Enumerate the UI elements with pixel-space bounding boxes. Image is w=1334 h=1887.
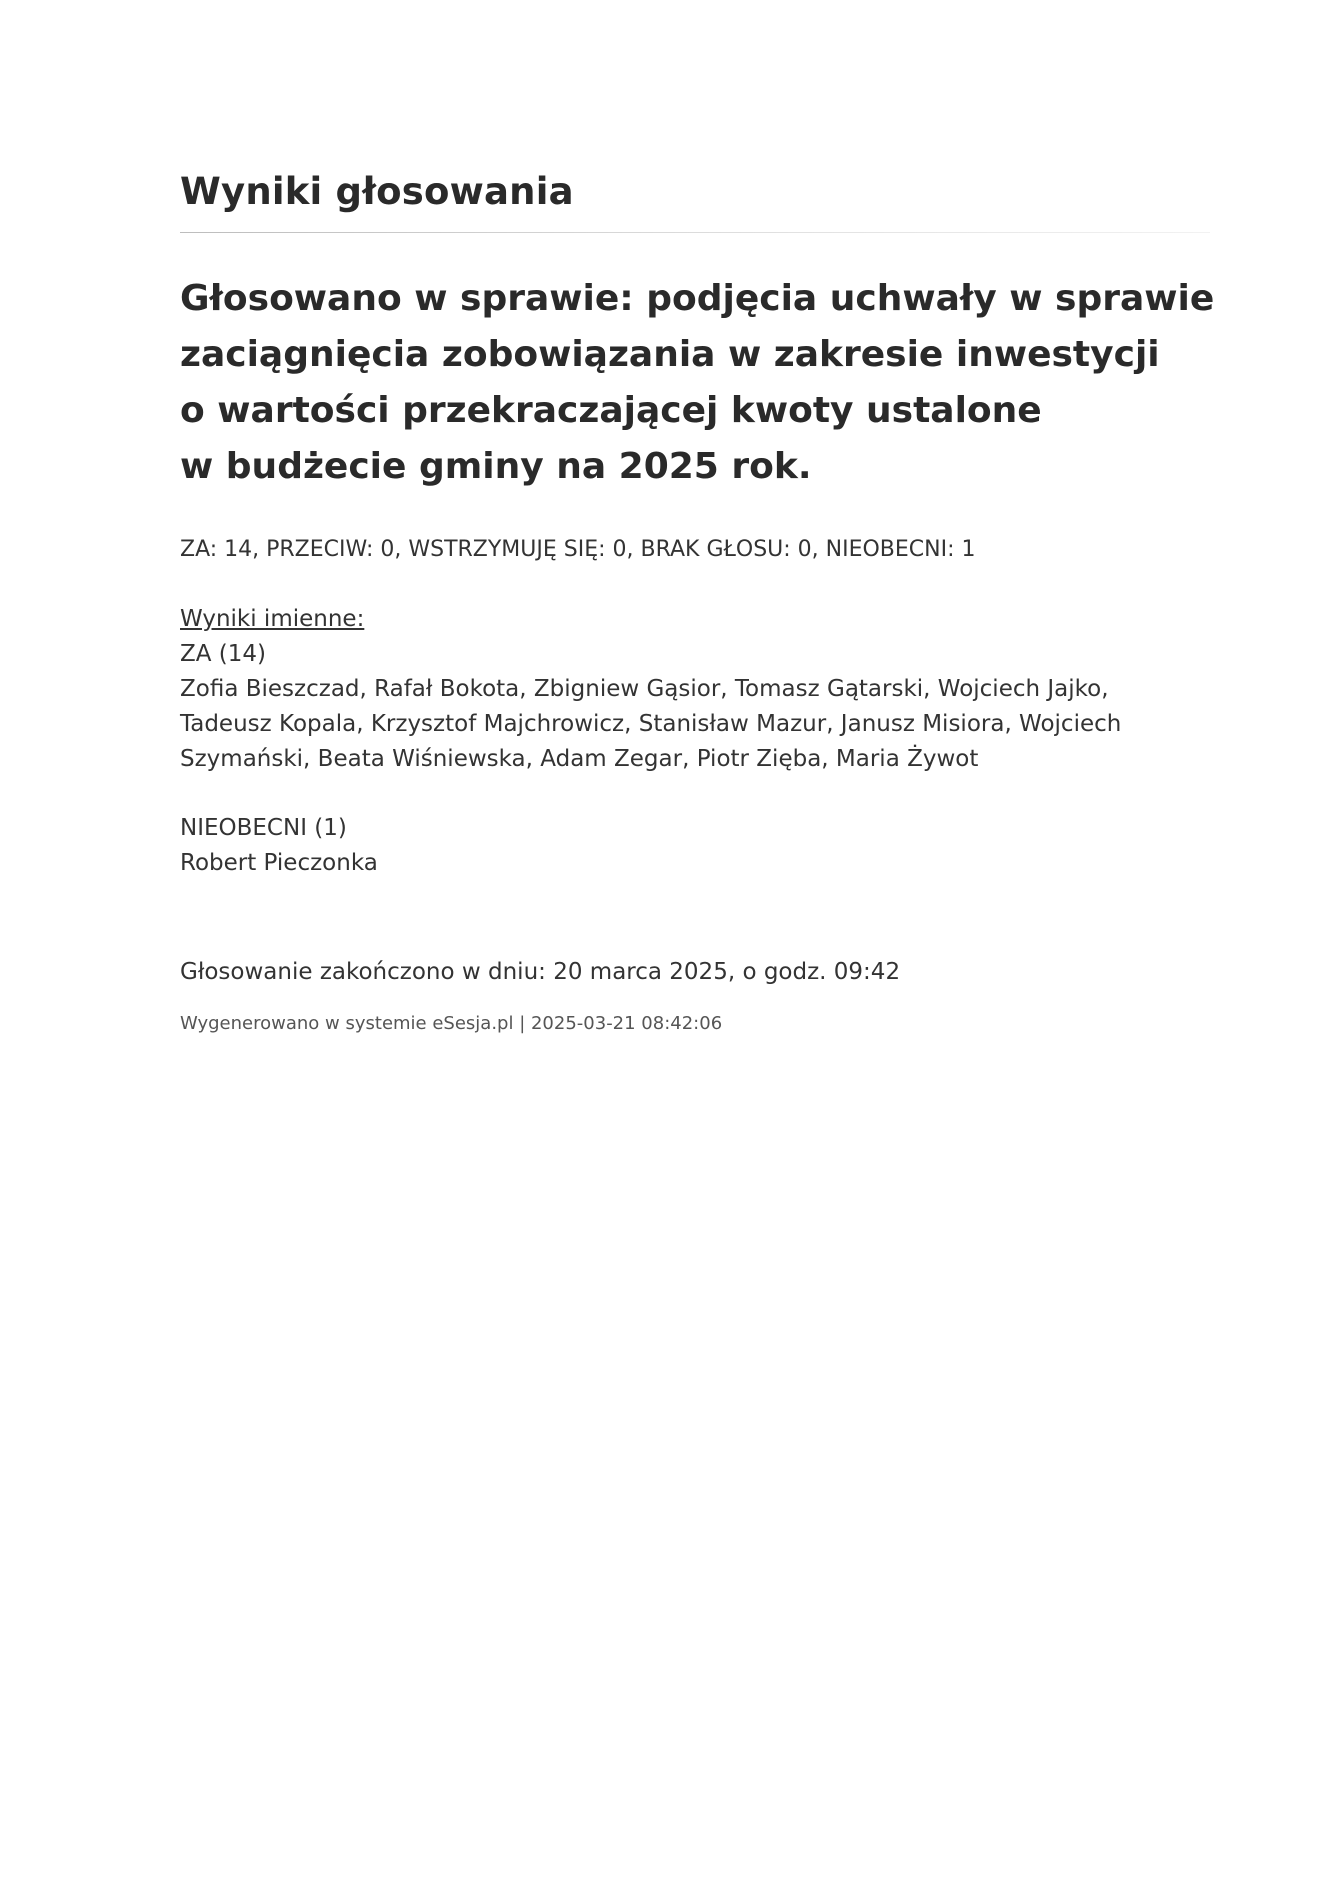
vote-group-absent: [180, 811, 1210, 881]
vote-subject: [180, 271, 1215, 495]
group-names: Zofia Bieszczad, Rafał Bokota, Zbigniew Gąsior, Tomasz Gątarski, Wojciech Jajko, Tadeusz Kopala, Krzysztof Majchrowicz, Stanisław Mazur, Janusz Misiora, Wojciech Szymański, Beata Wiśniewska, Adam Zegar, Piotr Zięba, Maria Żywot: [180, 676, 1122, 772]
vote-subject-line: o wartości przekraczającej kwoty ustalone: [180, 390, 1042, 431]
group-names: Robert Pieczonka: [180, 850, 378, 876]
vote-subject-line: zaciągnięcia zobowiązania w zakresie inwestycji: [180, 334, 1160, 375]
vote-subject-line: w budżecie gminy na 2025 rok.: [180, 446, 812, 487]
vote-closed-info: Głosowanie zakończono w dniu: 20 marca 2025, o godz. 09:42: [180, 959, 901, 985]
vote-group-for: [180, 637, 1210, 777]
group-label: NIEOBECNI (1): [180, 815, 347, 841]
generated-footer: Wygenerowano w systemie eSesja.pl | 2025-03-21 08:42:06: [180, 1013, 723, 1034]
named-results-heading: Wyniki imienne:: [180, 606, 365, 632]
document-page: [180, 170, 1215, 1034]
document-title: Wyniki głosowania: [180, 170, 574, 213]
vote-summary: ZA: 14, PRZECIW: 0, WSTRZYMUJĘ SIĘ: 0, BRAK GŁOSU: 0, NIEOBECNI: 1: [180, 537, 976, 562]
vote-subject-line: Głosowano w sprawie: podjęcia uchwały w sprawie: [180, 278, 1215, 319]
title-divider: [180, 232, 1210, 233]
group-label: ZA (14): [180, 641, 267, 667]
named-results: [180, 602, 1210, 881]
